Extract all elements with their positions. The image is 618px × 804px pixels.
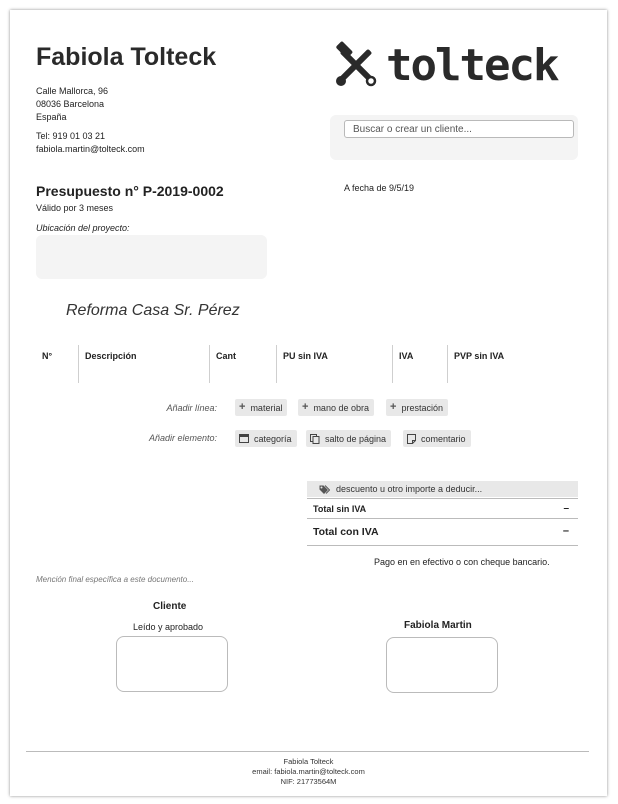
location-label: Ubicación del proyecto:: [36, 223, 130, 233]
add-page-break-button[interactable]: [306, 430, 391, 447]
client-signature-box[interactable]: [116, 636, 228, 692]
add-labor-button[interactable]: [298, 399, 374, 416]
tags-icon: [319, 485, 330, 494]
add-service-button[interactable]: [386, 399, 448, 416]
add-material-button[interactable]: [235, 399, 287, 416]
header-vat: IVA: [399, 351, 414, 361]
add-category-label: categoría: [254, 433, 292, 444]
company-street: Calle Mallorca, 96: [36, 86, 109, 96]
column-separator: [276, 345, 277, 383]
subtotal-label: Total sin IVA: [313, 504, 367, 514]
location-field[interactable]: [36, 235, 267, 279]
client-signature-title: Cliente: [153, 601, 187, 612]
add-labor-label: mano de obra: [313, 402, 369, 413]
logo-text: tolteck: [386, 39, 558, 91]
discount-button[interactable]: [307, 481, 578, 497]
quote-title[interactable]: Presupuesto n° P-2019-0002: [36, 183, 224, 199]
issuer-signature-box[interactable]: [386, 637, 498, 693]
logo: [332, 40, 557, 90]
footer-nif: NIF: 21773564M: [280, 777, 337, 786]
company-phone: Tel: 919 01 03 21: [36, 131, 106, 141]
company-city: 08036 Barcelona: [36, 99, 105, 109]
note-icon: [407, 434, 416, 444]
project-name[interactable]: Reforma Casa Sr. Pérez: [66, 302, 240, 319]
subtotal-value: –: [563, 503, 569, 514]
column-separator: [447, 345, 448, 383]
header-unit-price: PU sin IVA: [283, 351, 328, 361]
crossed-tools-icon: [332, 41, 380, 89]
add-element-label: Añadir elemento:: [148, 433, 217, 443]
client-search-input[interactable]: [344, 120, 574, 138]
copy-icon: [310, 434, 320, 444]
quote-validity[interactable]: Válido por 3 meses: [36, 203, 114, 213]
divider: [307, 545, 578, 546]
add-line-label: Añadir línea:: [166, 403, 217, 413]
company-name: Fabiola Tolteck: [36, 43, 217, 71]
total-label: Total con IVA: [313, 526, 379, 538]
header-number: N°: [42, 351, 53, 361]
discount-label: descuento u otro importe a deducir...: [336, 484, 483, 494]
footer-divider: [26, 751, 589, 752]
add-page-break-label: salto de página: [325, 433, 387, 444]
divider: [307, 498, 578, 499]
company-email: fabiola.martin@tolteck.com: [36, 144, 145, 154]
quote-document: [10, 10, 607, 796]
client-signature-subtitle: Leído y aprobado: [133, 622, 204, 632]
payment-note[interactable]: Pago en en efectivo o con cheque bancario.: [374, 557, 550, 567]
plus-icon: +: [390, 401, 397, 413]
add-service-label: prestación: [401, 402, 443, 413]
divider: [307, 518, 578, 519]
column-separator: [209, 345, 210, 383]
footer-email: email: fabiola.martin@tolteck.com: [252, 767, 365, 776]
column-separator: [392, 345, 393, 383]
company-country: España: [36, 112, 67, 122]
plus-icon: +: [302, 401, 309, 413]
footer-name: Fabiola Tolteck: [283, 757, 334, 766]
window-icon: [239, 434, 249, 443]
add-material-label: material: [250, 402, 283, 413]
final-mention[interactable]: Mención final específica a este documento...: [36, 575, 194, 584]
header-quantity: Cant: [216, 351, 236, 361]
header-description: Descripción: [85, 351, 137, 361]
issuer-signature-title: Fabiola Martin: [404, 620, 472, 631]
add-category-button[interactable]: [235, 430, 297, 447]
plus-icon: +: [239, 401, 246, 413]
total-value: –: [562, 525, 569, 537]
add-comment-label: comentario: [421, 433, 466, 444]
add-comment-button[interactable]: [403, 430, 471, 447]
client-panel: [330, 115, 578, 160]
column-separator: [78, 345, 79, 383]
quote-date[interactable]: A fecha de 9/5/19: [344, 183, 415, 193]
header-retail-price: PVP sin IVA: [454, 351, 505, 361]
